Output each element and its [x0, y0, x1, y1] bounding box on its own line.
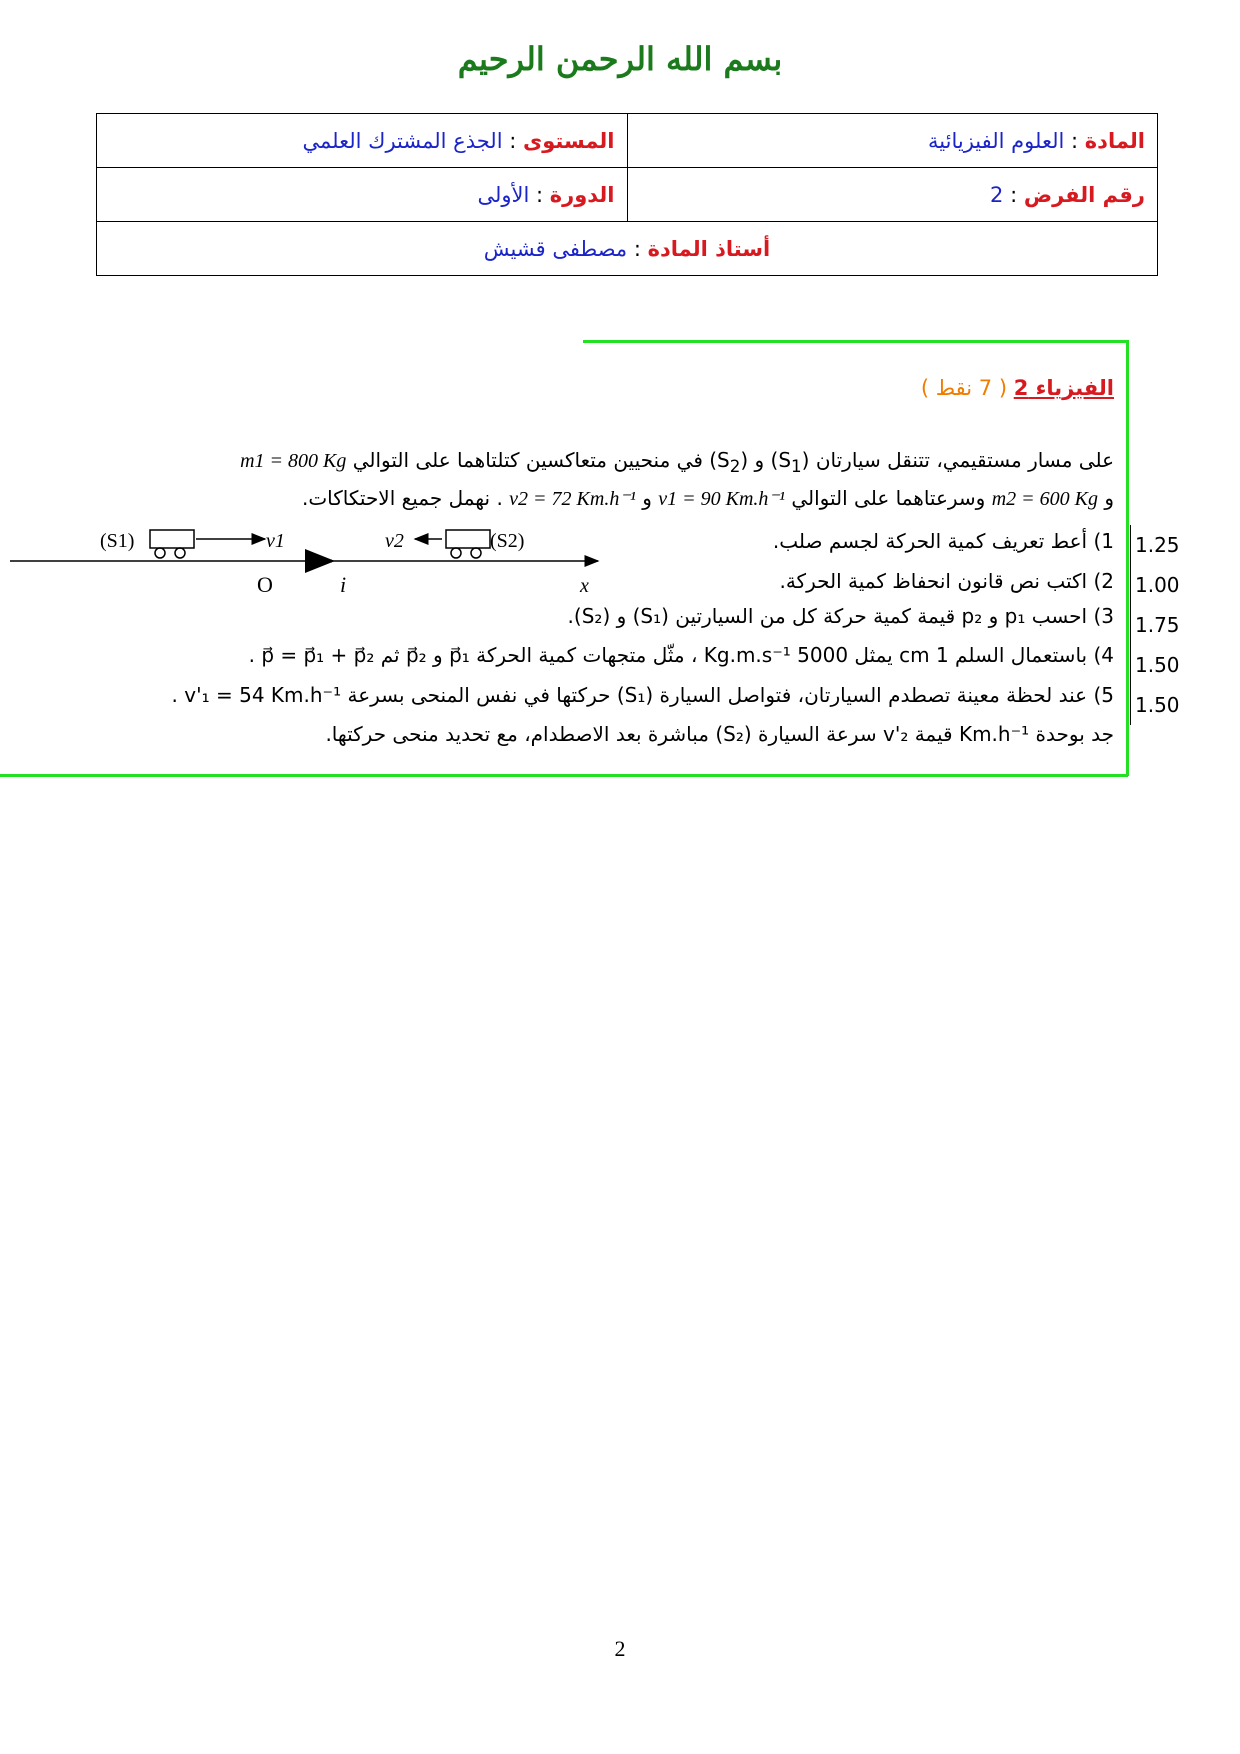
teacher-label: أستاذ المادة	[647, 236, 771, 261]
session-value: الأولى	[477, 182, 530, 207]
score-1: 1.25	[1135, 533, 1180, 557]
question-5-continued: جد بوحدة Km.h⁻¹ قيمة v'₂ سرعة السيارة (S₂) مباشرة بعد الاصطدام، مع تحديد منحى حركتها.	[325, 722, 1114, 746]
car-s2-label: (S2)	[490, 530, 525, 552]
intro-1c: ) في منحيين متعاكسين كتلتاهما على التوالي	[346, 448, 718, 472]
intro-1a: على مسار مستقيمي، تتنقل سيارتان (S	[778, 448, 1114, 472]
exercise-points: ( 7 نقط )	[920, 376, 1008, 400]
intro-line-1: على مسار مستقيمي، تتنقل سيارتان $(S_1)$ و $(S_2)$ في منحيين متعاكسين كتلتاهما على التوالي m1 = 800 Kg	[240, 448, 1114, 476]
score-5: 1.50	[1135, 693, 1180, 717]
level-label: المستوى	[522, 128, 615, 153]
car-s1	[100, 530, 194, 558]
intro-2b: وسرعتاهما على التوالي	[784, 486, 986, 510]
level-value: الجذع المشترك العلمي	[302, 128, 503, 153]
intro-2d: . نهمل جميع الاحتكاكات.	[301, 486, 503, 510]
score-2: 1.00	[1135, 573, 1180, 597]
exercise-title-text: الفيزياء 2	[1013, 376, 1114, 400]
question-5: 5) عند لحظة معينة تصطدم السيارتان، فتواصل السيارة (S₁) حركتها في نفس المنحى بسرعة v'₁ = 54 Km.h⁻¹ .	[171, 683, 1114, 707]
subject-label: المادة	[1084, 128, 1145, 153]
header-table	[96, 113, 1158, 276]
intro-1b: ) و (S	[717, 448, 779, 472]
axis-label: x	[580, 575, 589, 597]
collision-diagram	[10, 525, 610, 605]
m2-value: m2 = 600 Kg	[991, 488, 1098, 510]
bismillah: بسم الله الرحمن الرحيم	[457, 40, 783, 78]
intro-2a: و	[1097, 486, 1114, 510]
car-s1-label: (S1)	[100, 530, 135, 552]
test-cell: رقم الفرض : 2	[627, 168, 1158, 222]
subject-value: العلوم الفيزيائية	[928, 128, 1065, 153]
v1-label: v1	[266, 530, 285, 552]
origin-label: O	[257, 572, 273, 597]
question-2: 2) اكتب نص قانون انحفاظ كمية الحركة.	[779, 569, 1114, 593]
v2-value: v2 = 72 Km.h⁻¹	[509, 488, 636, 510]
teacher-cell: أستاذ المادة : مصطفى قشيش	[97, 222, 1158, 276]
teacher-value: مصطفى قشيش	[483, 236, 628, 261]
intro-line-2	[302, 486, 1114, 511]
subject-cell: المادة : العلوم الفيزيائية	[627, 114, 1158, 168]
score-4: 1.50	[1135, 653, 1180, 677]
exercise-title	[921, 376, 1114, 400]
test-label: رقم الفرض	[1023, 182, 1145, 207]
intro-2c: و	[635, 486, 652, 510]
v1-value: v1 = 90 Km.h⁻¹	[658, 488, 785, 510]
question-4: 4) باستعمال السلم 1 cm يمثل 5000 Kg.m.s⁻¹ ، مثّل متجهات كمية الحركة p⃗₁ و p⃗₂ ثم p⃗ = p⃗₁ + p⃗₂ .	[248, 643, 1114, 667]
unit-label: i	[340, 572, 347, 597]
score-3: 1.75	[1135, 613, 1180, 637]
level-cell: المستوى : الجذع المشترك العلمي	[97, 114, 628, 168]
car-s2	[446, 530, 524, 558]
session-label: الدورة	[549, 182, 615, 207]
page-number: 2	[614, 1636, 626, 1661]
v2-label: v2	[385, 530, 404, 552]
question-1: 1) أعط تعريف كمية الحركة لجسم صلب.	[772, 529, 1114, 553]
test-value: 2	[990, 182, 1004, 207]
session-cell: الدورة : الأولى	[97, 168, 628, 222]
m1-value: m1 = 800 Kg	[240, 450, 347, 472]
question-3: 3) احسب p₁ و p₂ قيمة كمية حركة كل من السيارتين (S₁) و (S₂).	[567, 604, 1114, 628]
score-column	[1130, 525, 1195, 725]
